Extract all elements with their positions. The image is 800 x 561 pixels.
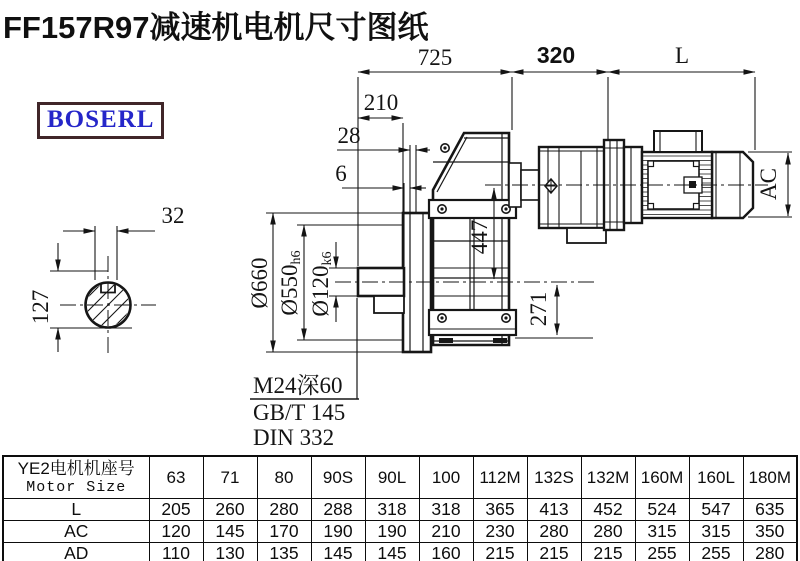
dim-label-550: Ø550h6 [277, 250, 304, 316]
motor-size-table-wrap [2, 455, 798, 561]
dim-label-320: 320 [536, 42, 576, 68]
thread-spec-note: M24深60 [253, 373, 343, 398]
table-header-size: 90S [311, 456, 365, 499]
table-cell-value: 280 [527, 521, 581, 543]
table-cell-value: 318 [419, 499, 473, 521]
table-cell-value: 190 [311, 521, 365, 543]
motor-size-table [2, 455, 798, 561]
dim-label-6: 6 [335, 161, 347, 186]
dim-label-L: L [674, 43, 690, 68]
table-cell-value: 255 [635, 543, 689, 561]
table-cell-value: 215 [473, 543, 527, 561]
table-cell-value: 350 [743, 521, 797, 543]
dim-label-271: 271 [526, 291, 551, 327]
table-cell-value: 315 [689, 521, 743, 543]
table-cell-value: 318 [365, 499, 419, 521]
table-header-size: 160L [689, 456, 743, 499]
table-cell-value: 255 [689, 543, 743, 561]
dim-label-210: 210 [363, 90, 399, 115]
table-row-label: AC [3, 521, 149, 543]
table-cell-value: 215 [527, 543, 581, 561]
gb-standard-note: GB/T 145 [253, 400, 346, 425]
dim-label-120: Ø120k6 [308, 251, 335, 317]
table-cell-value: 215 [581, 543, 635, 561]
motor-view [624, 131, 753, 223]
table-cell-value: 280 [257, 499, 311, 521]
table-cell-value: 145 [365, 543, 419, 561]
table-cell-value: 524 [635, 499, 689, 521]
dim-label-725: 725 [417, 45, 453, 70]
table-cell-value: 130 [203, 543, 257, 561]
table-cell-value: 205 [149, 499, 203, 521]
table-header-size: 132S [527, 456, 581, 499]
table-cell-value: 365 [473, 499, 527, 521]
table-header-size: 100 [419, 456, 473, 499]
table-cell-value: 120 [149, 521, 203, 543]
din-standard-note: DIN 332 [253, 425, 335, 450]
table-cell-value: 230 [473, 521, 527, 543]
page-title: FF157R97减速机电机尺寸图纸 [3, 10, 429, 45]
dim-label-660: Ø660 [247, 257, 272, 309]
table-cell-value: 110 [149, 543, 203, 561]
table-header-size: 71 [203, 456, 257, 499]
table-cell-value: 170 [257, 521, 311, 543]
table-header-size: 112M [473, 456, 527, 499]
table-header-size: 90L [365, 456, 419, 499]
table-cell-value: 160 [419, 543, 473, 561]
table-cell-value: 190 [365, 521, 419, 543]
brand-logo: BOSERL [37, 102, 164, 139]
table-cell-value: 280 [743, 543, 797, 561]
table-cell-value: 452 [581, 499, 635, 521]
table-row-label: AD [3, 543, 149, 561]
table-cell-value: 145 [203, 521, 257, 543]
table-header-size: 160M [635, 456, 689, 499]
table-cell-value: 547 [689, 499, 743, 521]
table-cell-value: 280 [581, 521, 635, 543]
shaft-section-view [50, 226, 156, 355]
table-cell-value: 145 [311, 543, 365, 561]
dim-label-447: 447 [467, 219, 492, 255]
table-cell-value: 260 [203, 499, 257, 521]
table-header-size: 80 [257, 456, 311, 499]
table-header-size: 132M [581, 456, 635, 499]
table-cell-value: 635 [743, 499, 797, 521]
table-cell-value: 413 [527, 499, 581, 521]
gear-unit-front-view [358, 131, 753, 352]
table-row-label: L [3, 499, 149, 521]
table-header-motor-size: YE2电机机座号 Motor Size [3, 456, 149, 499]
table-cell-value: 135 [257, 543, 311, 561]
table-cell-value: 315 [635, 521, 689, 543]
dim-label-28: 28 [337, 123, 361, 148]
dim-label-AC: AC [756, 168, 781, 200]
table-cell-value: 288 [311, 499, 365, 521]
table-header-size: 63 [149, 456, 203, 499]
dim-label-32: 32 [161, 203, 185, 228]
table-header-size: 180M [743, 456, 797, 499]
dim-label-127: 127 [28, 289, 53, 325]
dimension-lines [250, 72, 792, 399]
table-cell-value: 210 [419, 521, 473, 543]
